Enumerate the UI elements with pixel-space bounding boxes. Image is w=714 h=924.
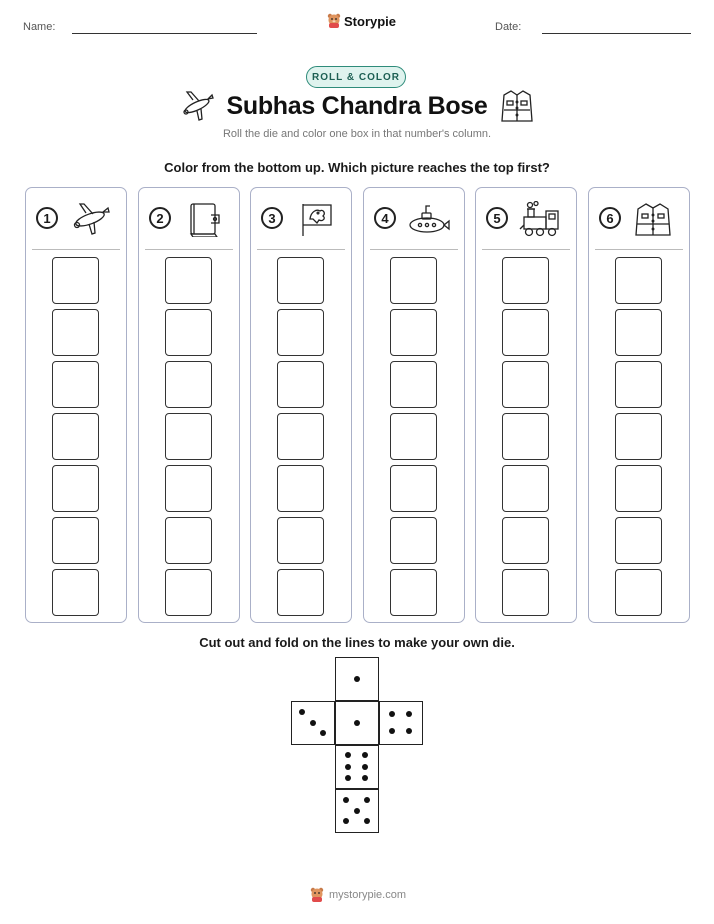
die-face-4 [379, 701, 423, 745]
name-line[interactable] [72, 33, 257, 34]
column-6 [588, 187, 690, 623]
bear-logo-icon [310, 887, 324, 903]
column-divider [145, 249, 233, 250]
color-box[interactable] [615, 569, 662, 616]
instruction: Color from the bottom up. Which picture reaches the top first? [164, 160, 550, 175]
color-box[interactable] [615, 465, 662, 512]
die-pip [406, 711, 412, 717]
roll-and-color-badge: ROLL & COLOR [306, 66, 406, 88]
color-box[interactable] [165, 569, 212, 616]
footer-url: mystorypie.com [329, 889, 407, 901]
color-box[interactable] [390, 569, 437, 616]
page-title: Subhas Chandra Bose [226, 92, 488, 120]
train-icon [518, 201, 562, 237]
column-4 [363, 187, 465, 623]
die-pip [320, 730, 326, 736]
color-box[interactable] [502, 361, 549, 408]
column-5 [475, 187, 577, 623]
color-box[interactable] [502, 257, 549, 304]
jacket-icon [500, 88, 534, 124]
die-pip [345, 764, 351, 770]
column-1 [25, 187, 127, 623]
color-box[interactable] [52, 465, 99, 512]
color-box[interactable] [502, 517, 549, 564]
color-box[interactable] [277, 309, 324, 356]
color-box[interactable] [390, 465, 437, 512]
color-box[interactable] [390, 413, 437, 460]
die-pip [345, 752, 351, 758]
column-divider [370, 249, 458, 250]
subtitle: Roll the die and color one box in that number's column. [222, 128, 492, 140]
color-box[interactable] [165, 361, 212, 408]
date-line[interactable] [542, 33, 691, 34]
name-label: Name: [23, 21, 56, 33]
color-box[interactable] [390, 309, 437, 356]
airplane-icon [68, 201, 112, 237]
die-pip [362, 775, 368, 781]
die-pip [354, 720, 360, 726]
die-pip [354, 676, 360, 682]
submarine-icon [406, 201, 450, 237]
die-face-1 [335, 701, 379, 745]
cut-instruction: Cut out and fold on the lines to make your own die. [199, 635, 515, 650]
jacket-icon [631, 201, 675, 237]
color-box[interactable] [390, 361, 437, 408]
date-label: Date: [495, 21, 522, 33]
column-header [476, 188, 576, 250]
color-box[interactable] [277, 465, 324, 512]
color-box[interactable] [502, 465, 549, 512]
color-box[interactable] [615, 257, 662, 304]
flag-icon [293, 201, 337, 237]
column-number: 4 [374, 207, 396, 229]
column-number: 3 [261, 207, 283, 229]
color-box[interactable] [165, 413, 212, 460]
color-box[interactable] [615, 309, 662, 356]
color-box[interactable] [165, 257, 212, 304]
column-divider [595, 249, 683, 250]
color-box[interactable] [52, 309, 99, 356]
die-pip [310, 720, 316, 726]
color-box[interactable] [502, 309, 549, 356]
column-header [589, 188, 689, 250]
color-box[interactable] [390, 257, 437, 304]
color-box[interactable] [277, 361, 324, 408]
color-box[interactable] [52, 361, 99, 408]
color-box[interactable] [165, 465, 212, 512]
color-box[interactable] [52, 517, 99, 564]
column-header [139, 188, 239, 250]
die-pip [406, 728, 412, 734]
column-header [26, 188, 126, 250]
column-number: 6 [599, 207, 621, 229]
brand-name: Storypie [344, 13, 397, 29]
column-header [364, 188, 464, 250]
color-box[interactable] [52, 413, 99, 460]
column-divider [257, 249, 345, 250]
column-header [251, 188, 351, 250]
color-box[interactable] [615, 517, 662, 564]
color-box[interactable] [502, 413, 549, 460]
color-box[interactable] [615, 413, 662, 460]
color-box[interactable] [52, 257, 99, 304]
die-pip [343, 818, 349, 824]
column-number: 2 [149, 207, 171, 229]
die-face-3 [291, 701, 335, 745]
die-pip [362, 764, 368, 770]
color-box[interactable] [277, 517, 324, 564]
brand-logo [327, 13, 396, 29]
column-divider [482, 249, 570, 250]
color-box[interactable] [165, 309, 212, 356]
die-pip [299, 709, 305, 715]
book-icon [181, 201, 225, 237]
bear-logo-icon [327, 13, 341, 29]
color-box[interactable] [277, 257, 324, 304]
color-box[interactable] [277, 569, 324, 616]
die-pip [389, 711, 395, 717]
color-box[interactable] [52, 569, 99, 616]
column-2 [138, 187, 240, 623]
color-box[interactable] [615, 361, 662, 408]
die-face-1 [335, 657, 379, 701]
die-pip [354, 808, 360, 814]
die-pip [364, 797, 370, 803]
die-pip [389, 728, 395, 734]
worksheet-header [0, 0, 714, 50]
column-3 [250, 187, 352, 623]
color-box[interactable] [390, 517, 437, 564]
die-pip [362, 752, 368, 758]
column-number: 5 [486, 207, 508, 229]
column-number: 1 [36, 207, 58, 229]
column-divider [32, 249, 120, 250]
color-box[interactable] [502, 569, 549, 616]
die-pip [345, 775, 351, 781]
die-face-6 [335, 745, 379, 789]
footer [310, 887, 406, 903]
die-face-5 [335, 789, 379, 833]
die-pip [364, 818, 370, 824]
color-box[interactable] [277, 413, 324, 460]
die-pip [343, 797, 349, 803]
color-box[interactable] [165, 517, 212, 564]
